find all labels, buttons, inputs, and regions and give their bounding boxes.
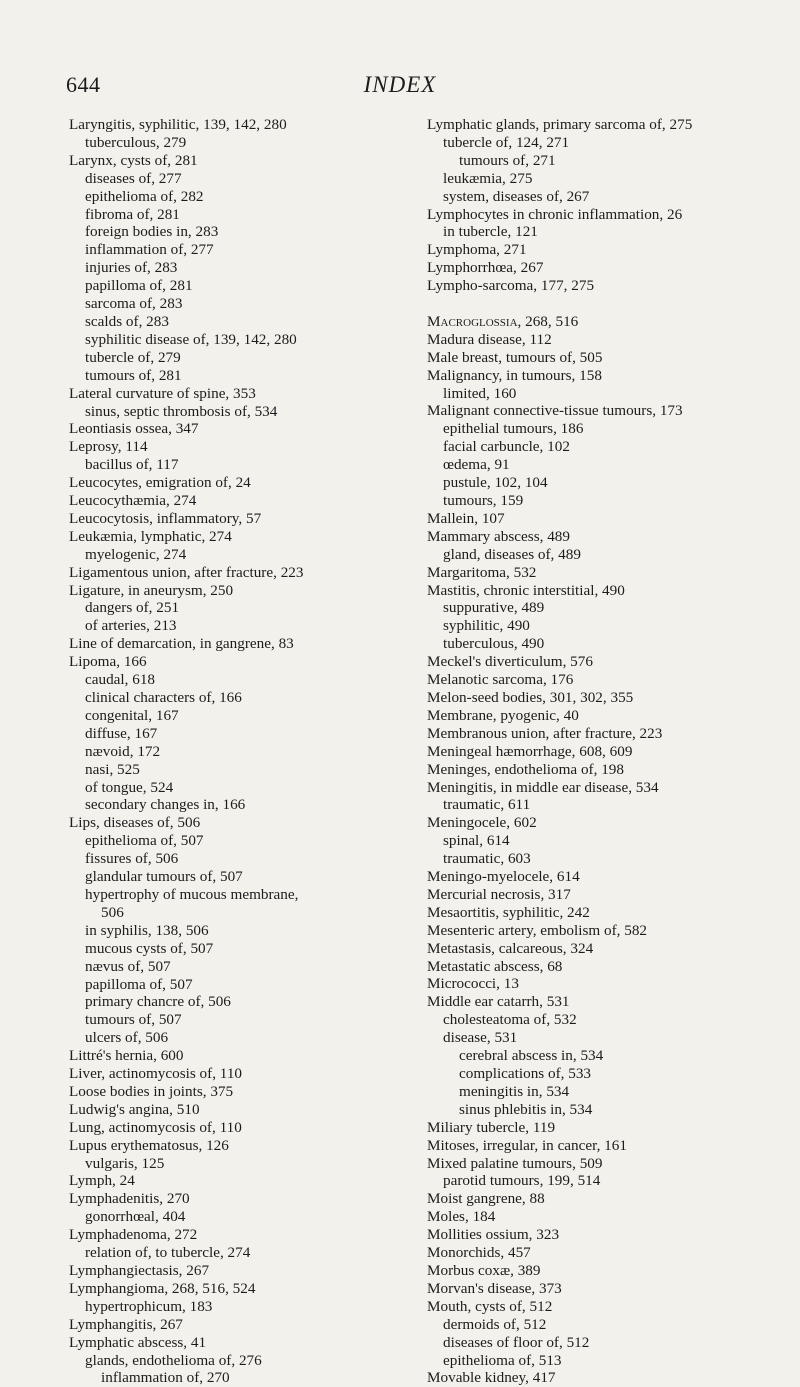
- index-entry: Mallein, 107: [427, 509, 505, 527]
- index-subentry: congenital, 167: [85, 706, 179, 724]
- index-entry: Meninges, endothelioma of, 198: [427, 760, 624, 778]
- index-subentry: œdema, 91: [443, 456, 510, 474]
- index-entry: Malignancy, in tumours, 158: [427, 366, 602, 384]
- index-subentry: clinical characters of, 166: [85, 689, 242, 706]
- index-subentry: sarcoma of, 283: [85, 295, 183, 313]
- index-entry: Lymphadenitis, 270: [69, 1190, 190, 1208]
- index-entry: Lymph, 24: [69, 1172, 135, 1190]
- index-subentry: fissures of, 506: [85, 850, 179, 868]
- index-subentry: glands, endothelioma of, 276: [85, 1351, 262, 1369]
- index-entry: Malignant connective-tissue tumours, 173: [427, 402, 683, 420]
- index-subentry: dangers of, 251: [85, 599, 180, 617]
- index-subentry: secondary changes in, 166: [85, 796, 246, 814]
- index-entry: Leucocythæmia, 274: [69, 492, 197, 510]
- index-subentry: scalds of, 283: [85, 312, 169, 330]
- index-entry: Morvan's disease, 373: [427, 1279, 562, 1297]
- index-entry: Lymphoma, 271: [427, 241, 527, 259]
- index-subentry: system, diseases of, 267: [443, 187, 590, 205]
- index-subentry: of arteries, 213: [85, 617, 177, 635]
- index-subentry: diseases of, 277: [85, 169, 182, 187]
- index-subentry: in tubercle, 121: [443, 223, 538, 241]
- index-subentry: tumours of, 271: [459, 151, 556, 169]
- index-entry: Male breast, tumours of, 505: [427, 348, 603, 366]
- index-spacer: [427, 295, 789, 313]
- index-subentry: facial carbuncle, 102: [443, 438, 570, 456]
- index-entry: Meckel's diverticulum, 576: [427, 653, 593, 671]
- index-entry: Metastasis, calcareous, 324: [427, 939, 594, 957]
- index-subentry: bacillus of, 117: [85, 456, 179, 474]
- index-entry: Lymphorrhœa, 267: [427, 259, 544, 277]
- index-subentry: nævoid, 172: [85, 742, 161, 760]
- index-subentry: dermoids of, 512: [443, 1315, 547, 1333]
- index-entry: Ligature, in aneurysm, 250: [69, 581, 234, 599]
- index-entry: Lips, diseases of, 506: [69, 814, 201, 832]
- index-entry: Macroglossia, 268, 516: [427, 312, 579, 330]
- running-title: INDEX: [363, 72, 437, 97]
- index-subentry: relation of, to tubercle, 274: [85, 1244, 251, 1262]
- index-subentry: parotid tumours, 199, 514: [443, 1172, 601, 1190]
- index-entry: Mesenteric artery, embolism of, 582: [427, 921, 648, 939]
- index-entry: Mouth, cysts of, 512: [427, 1297, 553, 1315]
- index-subentry: ulcers of, 506: [85, 1029, 169, 1047]
- index-subentry: gland, diseases of, 489: [443, 545, 581, 563]
- index-entry: Leontiasis ossea, 347: [69, 420, 199, 438]
- index-subentry: papilloma of, 281: [85, 277, 193, 295]
- index-subentry: cholesteatoma of, 532: [443, 1011, 577, 1029]
- index-entry: Lipoma, 166: [69, 653, 147, 671]
- index-entry: Metastatic abscess, 68: [427, 957, 563, 975]
- index-entry: Ludwig's angina, 510: [69, 1100, 200, 1118]
- index-subentry: tuberculous, 279: [85, 133, 187, 151]
- index-subentry: epithelioma of, 282: [85, 187, 204, 205]
- index-entry: Moles, 184: [427, 1208, 496, 1226]
- index-subentry: fibroma of, 281: [85, 205, 180, 223]
- index-subentry: inflammation of, 277: [85, 241, 214, 259]
- index-subentry: diseases of floor of, 512: [443, 1333, 590, 1351]
- index-entry: Lymphangioma, 268, 516, 524: [69, 1279, 256, 1297]
- index-subentry: glandular tumours of, 507: [85, 868, 243, 886]
- index-subentry: epithelioma of, 507: [85, 832, 204, 850]
- index-subentry: of tongue, 524: [85, 778, 174, 796]
- index-subentry: nævus of, 507: [85, 957, 171, 975]
- index-subentry: in syphilis, 138, 506: [85, 921, 209, 939]
- index-entry: Melanotic sarcoma, 176: [427, 671, 574, 689]
- index-entry: Membrane, pyogenic, 40: [427, 706, 579, 724]
- index-entry: Movable kidney, 417: [427, 1369, 556, 1387]
- index-entry: Larynx, cysts of, 281: [69, 151, 198, 169]
- index-subentry: limited, 160: [443, 384, 517, 402]
- index-subentry: papilloma of, 507: [85, 975, 193, 993]
- index-entry: Mollities ossium, 323: [427, 1226, 560, 1244]
- index-entry: Liver, actinomycosis of, 110: [69, 1065, 243, 1083]
- index-subentry: mucous cysts of, 507: [85, 939, 214, 957]
- index-entry: Leprosy, 114: [69, 438, 148, 456]
- index-entry: Leucocytosis, inflammatory, 57: [69, 509, 262, 527]
- index-subentry: pustule, 102, 104: [443, 474, 548, 492]
- index-entry: Mitoses, irregular, in cancer, 161: [427, 1136, 627, 1154]
- index-entry: Middle ear catarrh, 531: [427, 993, 570, 1011]
- index-entry: Laryngitis, syphilitic, 139, 142, 280: [69, 116, 287, 133]
- index-subentry: myelogenic, 274: [85, 545, 187, 563]
- index-subentry: traumatic, 603: [443, 850, 531, 868]
- index-entry: Lateral curvature of spine, 353: [69, 384, 256, 402]
- index-subentry: complications of, 533: [459, 1065, 592, 1083]
- index-entry: Mixed palatine tumours, 509: [427, 1154, 603, 1172]
- index-entry: Meningitis, in middle ear disease, 534: [427, 778, 659, 796]
- index-entry: Meningocele, 602: [427, 814, 537, 832]
- index-entry: Monorchids, 457: [427, 1244, 531, 1262]
- index-entry: Meningeal hæmorrhage, 608, 609: [427, 742, 633, 760]
- index-entry: Micrococci, 13: [427, 975, 519, 993]
- index-entry: Line of demarcation, in gangrene, 83: [69, 635, 294, 653]
- index-entry: Mastitis, chronic interstitial, 490: [427, 581, 625, 599]
- index-entry: Moist gangrene, 88: [427, 1190, 545, 1208]
- index-subentry: hypertrophicum, 183: [85, 1297, 213, 1315]
- index-entry: Lymphatic glands, primary sarcoma of, 275: [427, 116, 693, 133]
- index-subentry: tumours of, 507: [85, 1011, 182, 1029]
- index-subentry: tuberculous, 490: [443, 635, 545, 653]
- index-entry: Membranous union, after fracture, 223: [427, 724, 663, 742]
- index-entry: Madura disease, 112: [427, 330, 552, 348]
- index-entry: Morbus coxæ, 389: [427, 1261, 541, 1279]
- index-subentry: injuries of, 283: [85, 259, 178, 277]
- index-entry: Lupus erythematosus, 126: [69, 1136, 229, 1154]
- index-subentry: suppurative, 489: [443, 599, 545, 617]
- index-entry: Lymphangiectasis, 267: [69, 1262, 210, 1279]
- index-subentry: foreign bodies in, 283: [85, 223, 219, 241]
- index-entry: Mercurial necrosis, 317: [427, 885, 571, 903]
- index-subentry: epithelioma of, 513: [443, 1351, 562, 1369]
- index-entry: Lymphocytes in chronic inflammation, 26: [427, 205, 683, 223]
- index-subentry: spinal, 614: [443, 832, 510, 850]
- index-subentry: tubercle of, 124, 271: [443, 133, 570, 151]
- page-number: 644: [66, 72, 101, 97]
- index-subentry: 506: [101, 903, 124, 921]
- index-subentry: nasi, 525: [85, 760, 140, 778]
- index-entry: Ligamentous union, after fracture, 223: [69, 563, 304, 581]
- index-subentry: tumours of, 281: [85, 366, 182, 384]
- index-subentry: sinus, septic thrombosis of, 534: [85, 402, 278, 420]
- index-subentry: tubercle of, 279: [85, 348, 181, 366]
- index-entry: Lymphangitis, 267: [69, 1315, 183, 1333]
- index-subentry: caudal, 618: [85, 671, 156, 689]
- index-subentry: disease, 531: [443, 1029, 518, 1047]
- index-column-left: [69, 116, 409, 1387]
- index-entry: Miliary tubercle, 119: [427, 1118, 556, 1136]
- index-entry: Loose bodies in joints, 375: [69, 1082, 234, 1100]
- index-entry: Lymphatic abscess, 41: [69, 1333, 207, 1351]
- index-entry: Lympho-sarcoma, 177, 275: [427, 277, 595, 295]
- index-subentry: epithelial tumours, 186: [443, 420, 584, 438]
- index-column-right: [427, 116, 789, 1387]
- index-subentry: inflammation of, 270: [101, 1369, 230, 1387]
- index-entry: Margaritoma, 532: [427, 563, 537, 581]
- index-entry: Mammary abscess, 489: [427, 527, 570, 545]
- index-subentry: diffuse, 167: [85, 724, 158, 742]
- index-subentry: syphilitic disease of, 139, 142, 280: [85, 330, 297, 348]
- index-entry: Lung, actinomycosis of, 110: [69, 1118, 242, 1136]
- index-subentry: primary chancre of, 506: [85, 993, 231, 1011]
- index-entry: Littré's hernia, 600: [69, 1047, 184, 1065]
- index-subentry: traumatic, 611: [443, 796, 531, 814]
- index-subentry: syphilitic, 490: [443, 617, 530, 635]
- index-subentry: vulgaris, 125: [85, 1154, 165, 1172]
- index-entry: Meningo-myelocele, 614: [427, 868, 580, 886]
- index-entry: Leucocytes, emigration of, 24: [69, 474, 251, 492]
- index-entry: Leukæmia, lymphatic, 274: [69, 527, 232, 545]
- index-entry: Mesaortitis, syphilitic, 242: [427, 903, 590, 921]
- index-subentry: meningitis in, 534: [459, 1082, 570, 1100]
- index-entry: Lymphadenoma, 272: [69, 1226, 198, 1244]
- index-subentry: gonorrhœal, 404: [85, 1208, 186, 1226]
- index-subentry: leukæmia, 275: [443, 169, 533, 187]
- index-subentry: sinus phlebitis in, 534: [459, 1100, 593, 1118]
- index-subentry: tumours, 159: [443, 492, 524, 510]
- index-subentry: cerebral abscess in, 534: [459, 1047, 604, 1065]
- index-entry: Melon-seed bodies, 301, 302, 355: [427, 688, 634, 706]
- page-header: [0, 72, 800, 102]
- index-subentry: hypertrophy of mucous membrane,: [85, 885, 299, 903]
